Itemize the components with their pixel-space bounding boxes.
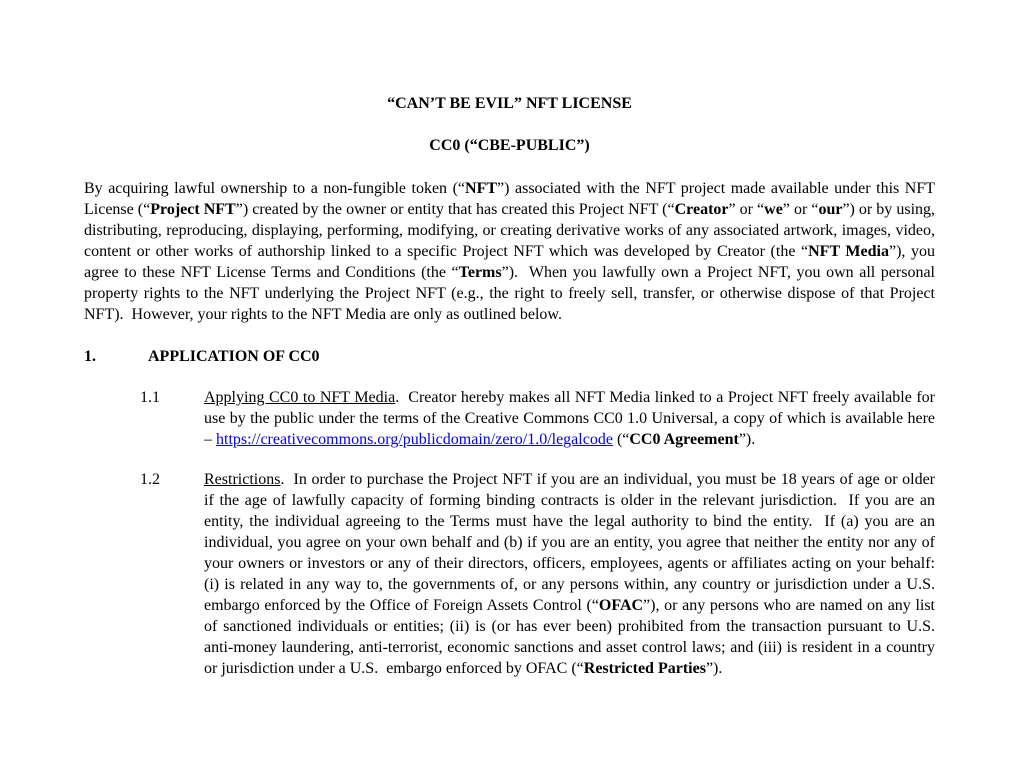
section-title: APPLICATION OF CC0 [148,348,320,365]
text-run: ” or “ [728,201,765,218]
text-run: ”). [738,431,756,448]
text-run: Applying CC0 to NFT Media [204,389,396,406]
section-number: 1. [84,348,96,365]
text-run: . Creator hereby makes all NFT Media linked to a Project NFT freely available for use by the public under the terms of the Creative Commons CC0 1.0 Universal, a copy of which is available here – [204,389,940,448]
text-run: ”), you agree to these NFT License Terms and Conditions (the “ [84,243,940,281]
text-run: Project NFT [150,201,236,218]
clause-1-2 [84,469,943,679]
text-run: ”), or any persons who are named on any list of sanctioned individuals or entities; (ii) is (or has ever been) prohibited from the transaction pursuant to U.S. anti-money laundering, anti-terrorist, economic sanctions and asset control laws; and (iii) is resident in a country or jurisdiction under a U.S. embargo enforced by OFAC (“ [204,597,943,677]
text-run: ”) associated with the NFT project made available under this NFT License (“ [84,180,940,218]
clause-1-1 [84,387,940,450]
text-run: . In order to purchase the Project NFT if you are an individual, you must be 18 years of age or older if the age of lawfully capacity of forming binding contracts is older in the relevant jurisdiction. If you are an entity, the individual agreeing to the Terms must have the legal authority to bind the entity. If (a) you are an individual, you agree on your own behalf and (b) if you are an entity, you agree that neither the entity nor any of your owners or investors or any of their directors, officers, employees, agents or affiliates acting on your behalf: (i) is related in any way to, the governments of, or any persons within, any country or jurisdiction under a U.S. embargo enforced by the Office of Foreign Assets Control (“ [204,471,943,614]
text-run: NFT [465,180,498,197]
text-run: CC0 Agreement [629,431,739,448]
text-run: Terms [458,264,502,281]
document-subtitle: CC0 (“CBE-PUBLIC”) [429,137,590,154]
text-run: our [818,201,843,218]
cc0-legalcode-link[interactable]: https://creativecommons.org/publicdomain/zero/1.0/legalcode [216,431,613,448]
clause-body [204,469,943,679]
text-run: ”) created by the owner or entity that has created this Project NFT (“ [235,201,675,218]
text-run: ”). [705,660,723,677]
text-run: Creator [674,201,729,218]
intro-paragraph [84,178,940,325]
text-run: By acquiring lawful ownership to a non-fungible token (“ [84,180,466,197]
text-run: ” or “ [782,201,819,218]
text-run: ”) or by using, distributing, reproducing, displaying, performing, modifying, or creating derivative works of any associated artwork, images, video, content or other works of authorship linked to a specific Project NFT which was developed by Creator (the “ [84,201,940,260]
document-title: “CAN’T BE EVIL” NFT LICENSE [387,95,632,112]
text-run: we [764,201,783,218]
text-run: NFT Media [808,243,889,260]
text-run: OFAC [598,597,644,614]
clause-body [204,387,940,450]
section-1-heading [84,346,935,367]
clause-number: 1.2 [140,471,160,488]
text-run: (“ [612,431,630,448]
clause-number: 1.1 [140,389,160,406]
text-run: Restrictions [204,471,281,488]
text-run: ”). When you lawfully own a Project NFT, you own all personal property rights to the NFT underlying the Project NFT (e.g., the right to freely sell, transfer, or otherwise dispose of that Project NFT). However, your rights to the NFT Media are only as outlined below. [84,264,939,323]
text-run: Restricted Parties [583,660,706,677]
